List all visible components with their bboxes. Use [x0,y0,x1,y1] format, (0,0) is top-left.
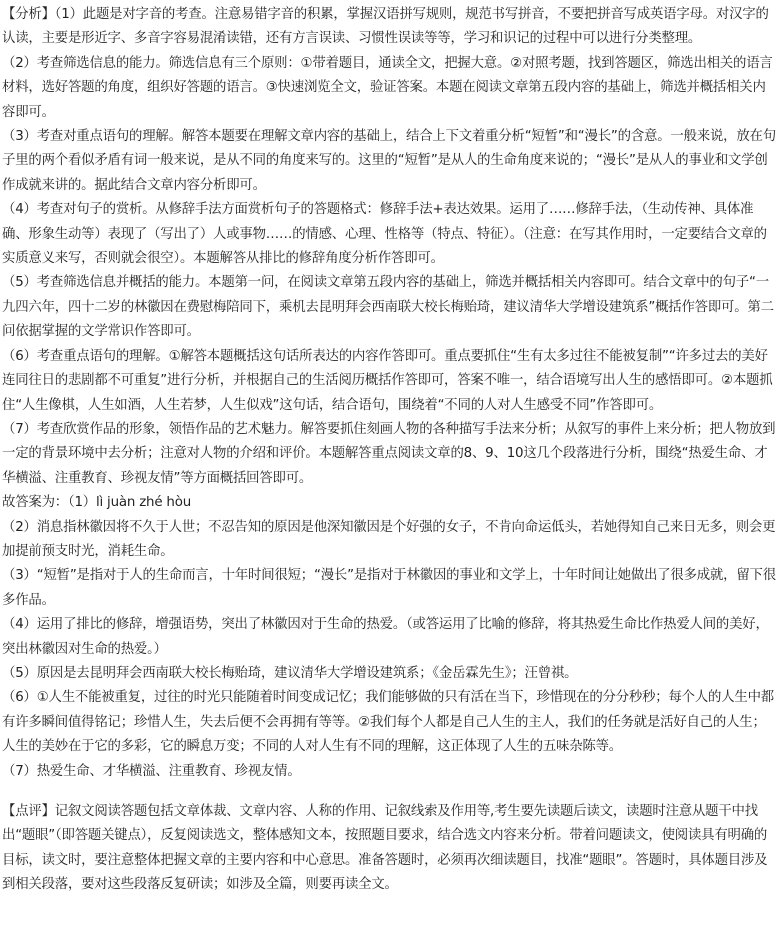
answer-part-4: （4）运用了排比的修辞，增强语势，突出了林徽因对于生命的热爱。（或答运用了比喻的修辞，将其热爱生命比作热爱人间的美好，突出林徽因对生命的热爱。） [2,617,769,657]
analysis-part-3: （3）考查对重点语句的理解。解答本题要在理解文章内容的基础上，结合上下文着重分析“短暂”和“漫长”的含意。一般来说，放在句子里的两个看似矛盾有词一般来说，是从不同的角度来写的。这里的“短暂”是从人的生命角度来说的；“漫长”是从人的事业和文学创作成就来讲的。据此结合文章内容分析即可。 [2,129,776,193]
analysis-part-2: （2）考查筛选信息的能力。筛选信息有三个原则：①带着题目，通读全文，把握大意。②对照考题，找到答题区，筛选出相关的语言材料，选好答题的角度，组织好答题的语言。③快速浏览全文，验证答案。本题在阅读文章第五段内容的基础上，筛选并概括相关内容即可。 [2,55,773,120]
analysis-part-5: （5）考查筛选信息并概括的能力。本题第一问，在阅读文章第五段内容的基础上，筛选并概括相关内容即可。结合文章中的句子“一九四六年，四十二岁的林徽因在费慰梅陪同下，乘机去昆明拜会西南联大校长梅贻琦，建议清华大学增设建筑系”概括作答即可。第二问依据掌握的文学常识作答即可。 [2,275,774,340]
answer-part-6: （6）①人生不能被重复，过往的时光只能随着时间变成记忆；我们能够做的只有活在当下，珍惜现在的分分秒秒；每个人的人生中都有许多瞬间值得铭记；珍惜人生，失去后便不会再拥有等等。②我们每个人都是自己人生的主人，我们的任务就是活好自己的人生；人生的美妙在于它的多彩，它的瞬息万变；不同的人对人生有不同的理解，这正体现了人生的五味杂陈等。 [2,690,774,755]
answer-part-3: （3）“短暂”是指对于人的生命而言，十年时间很短；“漫长”是指对于林徽因的事业和文学上，十年时间让她做出了很多成就，留下很多作品。 [2,568,776,608]
comment-paragraph: 【点评】记叙文阅读答题包括文章体裁、文章内容、人称的作用、记叙线索及作用等,考生要先读题后读文，读题时注意从题干中找出“题眼”（即答题关键点），反复阅读选文，整体感知文本，按照题目要求，结合选文内容来分析。带着问题读文，使阅读具有明确的目标，读文时，要注意整体把握文章的主要内容和中心意思。准备答题时，必须再次细读题目，找准“题眼”。答题时，具体题目涉及到相关段落，要对这些段落反复研读；如涉及全篇，则要再读全文。 [2,804,768,893]
analysis-part-7: （7）考查欣赏作品的形象，领悟作品的艺术魅力。解答要抓住刻画人物的各种描写手法来分析；从叙写的事件上来分析；把人物放到一定的背景环境中去分析；注意对人物的介绍和评价。本题解答重点阅读文章的8、9、10这几个段落进行分析，围绕“热爱生命、才华横溢、注重教育、珍视友情”等方面概括回答即可。 [2,421,776,486]
answer-part-7: （7）热爱生命、才华横溢、注重教育、珍视友情。 [2,763,301,779]
answer-part-1: 故答案为：（1）lì juàn zhé hòu [2,495,191,511]
answer-part-2: （2）消息指林徽因将不久于人世；不忍告知的原因是他深知徽因是个好强的女子，不肯向命运低头，若她得知自己来日无多，则会更加提前预支时光，消耗生命。 [2,519,776,559]
answer-part-5: （5）原因是去昆明拜会西南联大校长梅贻琦，建议清华大学增设建筑系；《金岳霖先生》；汪曾祺。 [2,665,578,681]
analysis-part-6: （6）考查重点语句的理解。①解答本题概括这句话所表达的内容作答即可。重点要抓住“生有太多过往不能被复制”“许多过去的美好连同往日的悲剧都不可重复”进行分析，并根据自己的生活阅历概括作答即可，答案不唯一，结合语境写出人生的感悟即可。②本题抓住“人生像棋，人生如酒，人生若梦，人生似戏”这句话，结合语句，围绕着“不同的人对人生感受不同”作答即可。 [2,348,773,413]
analysis-part-4: （4）考查对句子的赏析。从修辞手法方面赏析句子的答题格式：修辞手法+表达效果。运用了……修辞手法，（生动传神、具体准确、形象生动等）表现了（写出了）人或事物……的情感、心理、性格等（特点、特征）。（注意：在写其作用时，一定要结合文章的实质意义来写，否则就会很空）。本题解答从排比的修辞角度分析作答即可。 [2,202,767,267]
section-gap [2,784,778,800]
analysis-part-1: 【分析】（1）此题是对字音的考查。注意易错字音的积累，掌握汉语拼写规则，规范书写拼音，不要把拼音写成英语字母。对汉字的认读，主要是形近字、多音字容易混淆读错，还有方言误读、习惯性误读等等，学习和识记的过程中可以进行分类整理。 [2,7,769,47]
